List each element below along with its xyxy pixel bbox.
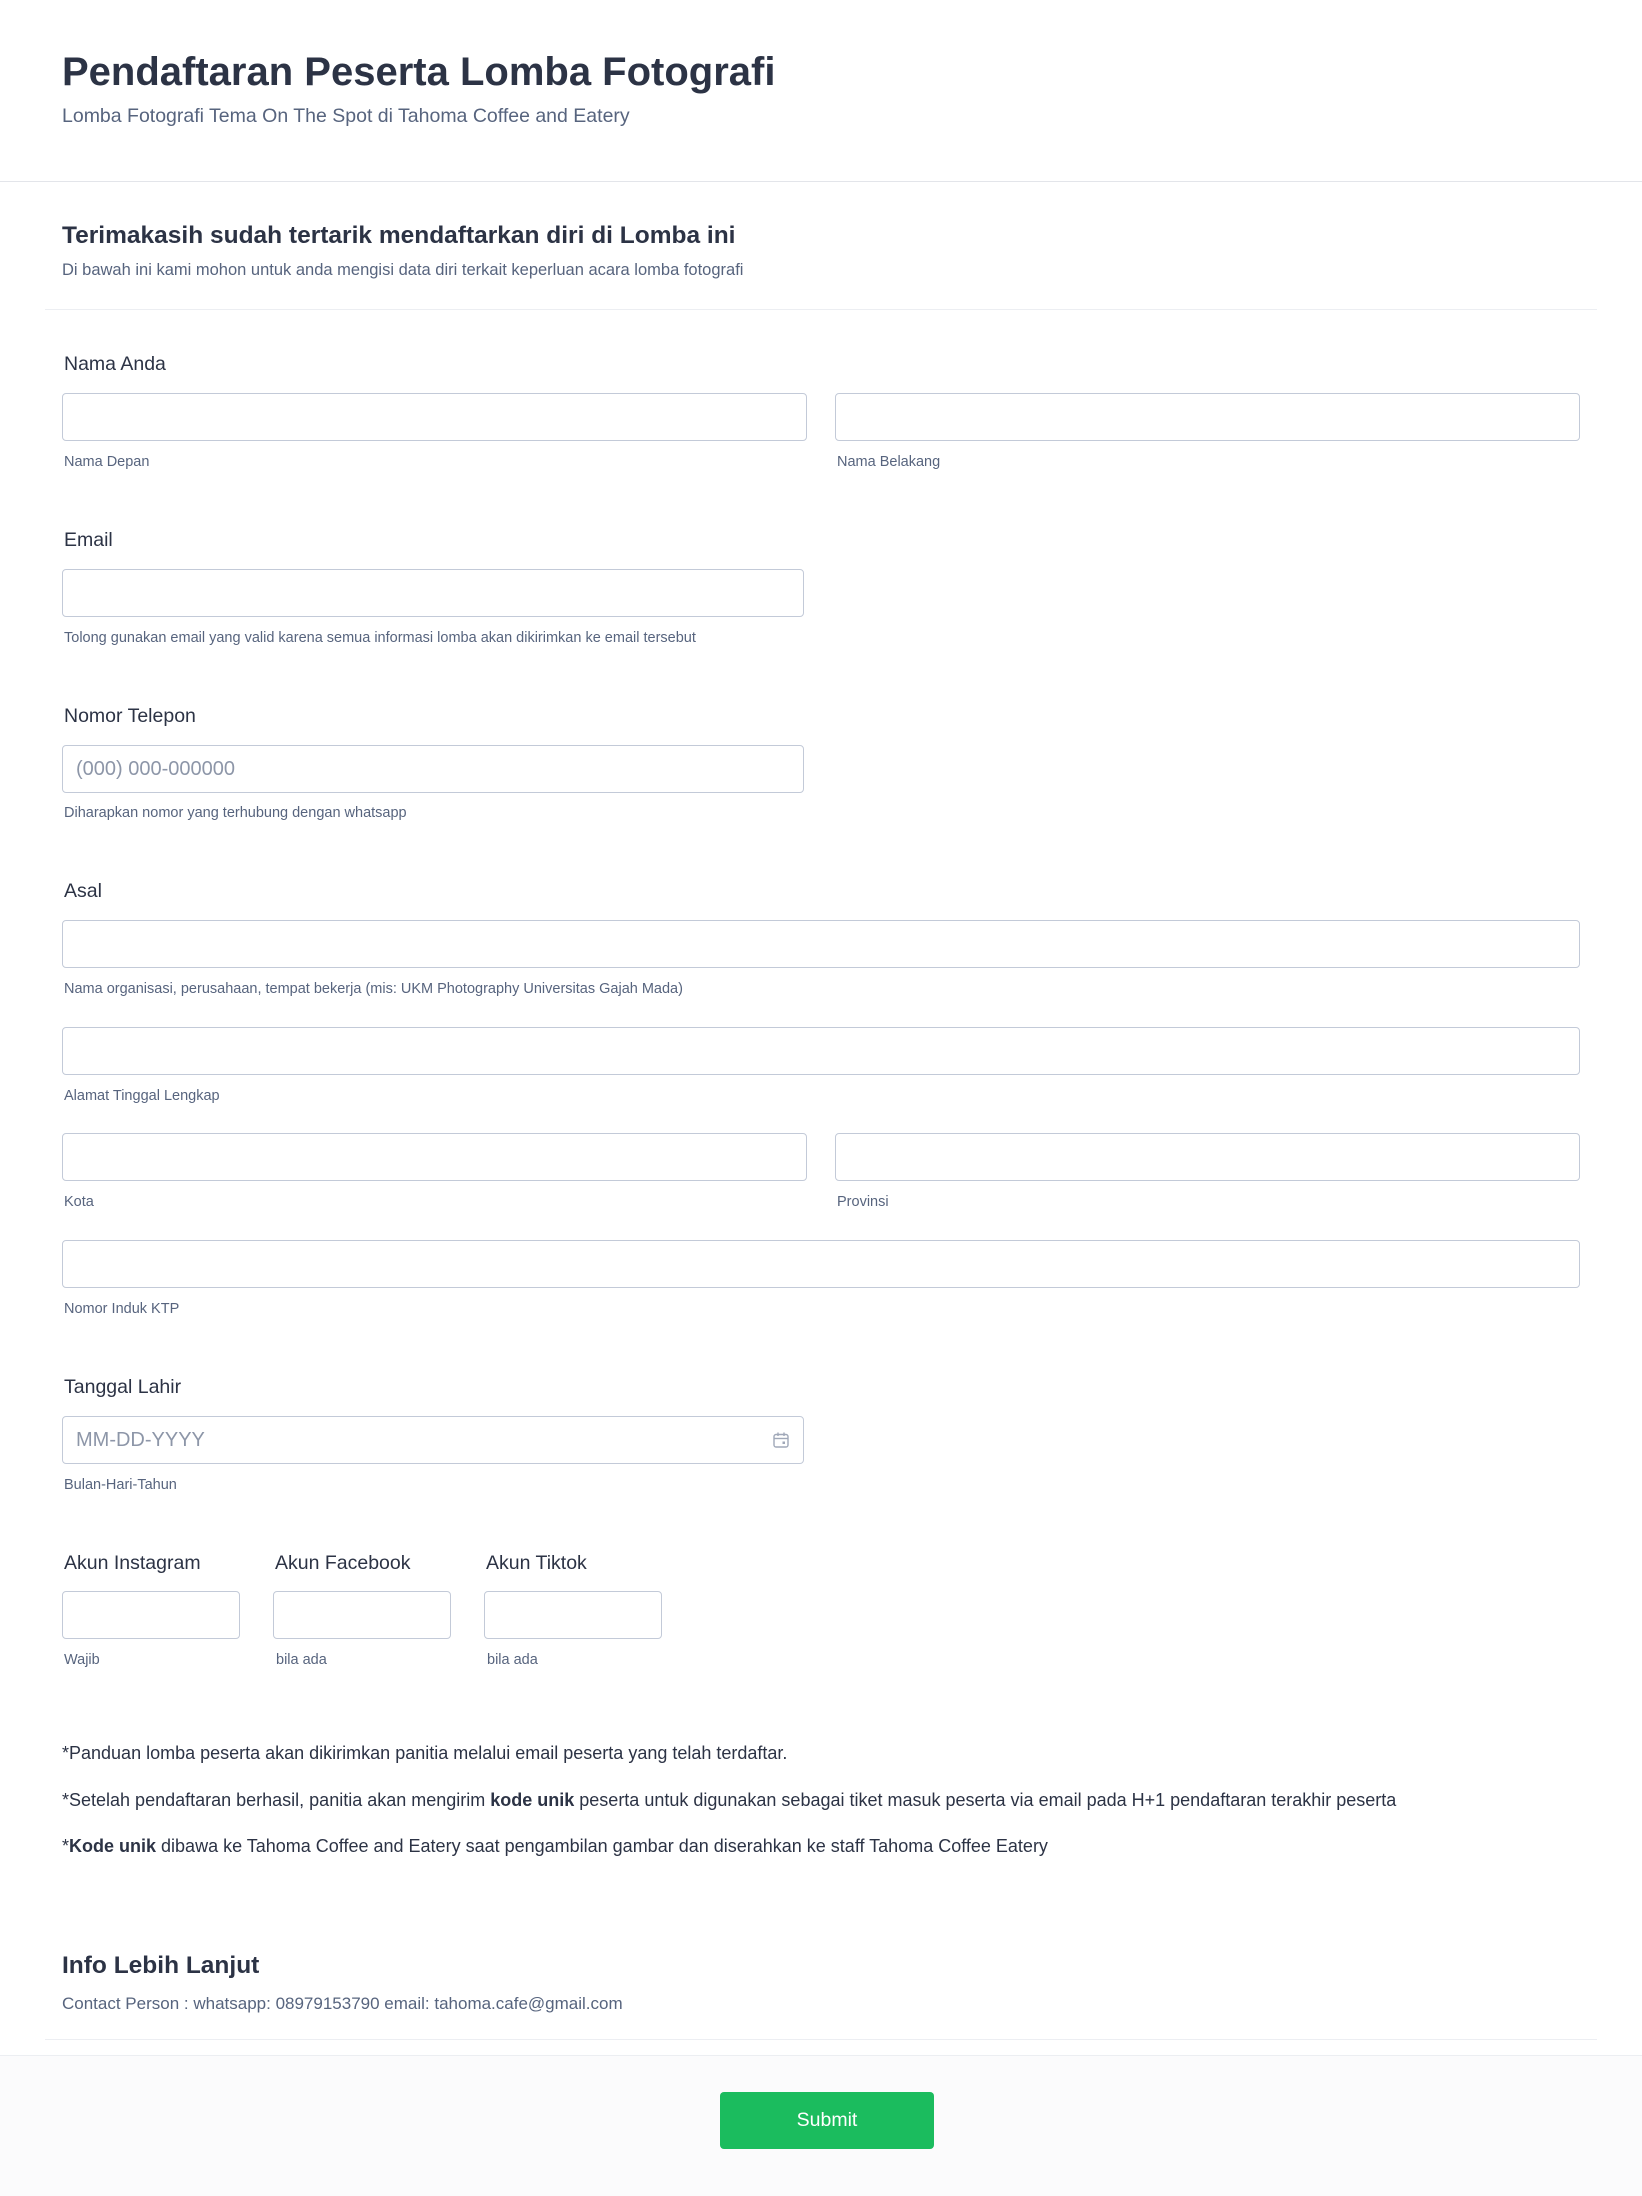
note-bring-code (62, 1836, 1048, 1857)
birthdate-label: Tanggal Lahir (64, 1376, 182, 1398)
tiktok-sublabel: bila ada (487, 1652, 538, 1668)
note2-text-before: *Setelah pendaftaran berhasil, panitia akan mengirim (62, 1790, 491, 1810)
instagram-input[interactable] (62, 1591, 240, 1639)
intro-title: Terimakasih sudah tertarik mendaftarkan diri di Lomba ini (62, 222, 736, 249)
phone-input[interactable] (62, 745, 804, 793)
note2-bold: kode unik (490, 1790, 575, 1810)
note-unique-code (62, 1790, 1396, 1811)
note3-bold: Kode unik (69, 1836, 157, 1856)
intro-section (62, 222, 743, 280)
submit-button[interactable]: Submit (720, 2092, 934, 2149)
origin-label: Asal (64, 880, 102, 902)
city-sublabel: Kota (64, 1194, 94, 1210)
note-guide: *Panduan lomba peserta akan dikirimkan panitia melalui email peserta yang telah terdaftar. (62, 1743, 788, 1763)
info-title: Info Lebih Lanjut (62, 1952, 260, 1979)
email-label: Email (64, 529, 113, 551)
organization-sublabel: Nama organisasi, perusahaan, tempat bekerja (mis: UKM Photography Universitas Gajah Mada) (64, 981, 683, 997)
address-sublabel: Alamat Tinggal Lengkap (64, 1088, 220, 1104)
email-sublabel: Tolong gunakan email yang valid karena semua informasi lomba akan dikirimkan ke email tersebut (64, 630, 696, 646)
tiktok-label: Akun Tiktok (486, 1552, 587, 1574)
form-title: Pendaftaran Peserta Lomba Fotografi (62, 50, 776, 94)
name-label: Nama Anda (64, 353, 166, 375)
info-divider (45, 2039, 1597, 2040)
form-header (0, 0, 1642, 182)
note2-text-after: peserta untuk digunakan sebagai tiket masuk peserta via email pada H+1 pendaftaran terakhir peserta (574, 1790, 1397, 1810)
email-input[interactable] (62, 569, 804, 617)
info-contact: Contact Person : whatsapp: 08979153790 email: tahoma.cafe@gmail.com (62, 1994, 623, 2013)
facebook-sublabel: bila ada (276, 1652, 327, 1668)
facebook-input[interactable] (273, 1591, 451, 1639)
phone-sublabel: Diharapkan nomor yang terhubung dengan whatsapp (64, 805, 407, 821)
city-input[interactable] (62, 1133, 807, 1181)
ktp-sublabel: Nomor Induk KTP (64, 1301, 180, 1317)
organization-input[interactable] (62, 920, 1580, 968)
ktp-input[interactable] (62, 1240, 1580, 1288)
instagram-sublabel: Wajib (64, 1652, 100, 1668)
first-name-sublabel: Nama Depan (64, 454, 150, 470)
phone-label: Nomor Telepon (64, 705, 196, 727)
last-name-sublabel: Nama Belakang (837, 454, 941, 470)
province-sublabel: Provinsi (837, 1194, 889, 1210)
form-footer (0, 2055, 1642, 2196)
calendar-icon[interactable] (772, 1431, 790, 1449)
intro-description: Di bawah ini kami mohon untuk anda mengisi data diri terkait keperluan acara lomba fotografi (62, 261, 744, 279)
birthdate-input[interactable] (62, 1416, 804, 1464)
birthdate-sublabel: Bulan-Hari-Tahun (64, 1477, 177, 1493)
note3-text-after: dibawa ke Tahoma Coffee and Eatery saat pengambilan gambar dan diserahkan ke staff Tahoma Coffee Eatery (156, 1836, 1048, 1856)
address-input[interactable] (62, 1027, 1580, 1075)
instagram-label: Akun Instagram (64, 1552, 201, 1574)
facebook-label: Akun Facebook (275, 1552, 411, 1574)
first-name-input[interactable] (62, 393, 807, 441)
section-divider (45, 309, 1597, 310)
form-subtitle: Lomba Fotografi Tema On The Spot di Tahoma Coffee and Eatery (62, 105, 630, 127)
last-name-input[interactable] (835, 393, 1580, 441)
province-input[interactable] (835, 1133, 1580, 1181)
tiktok-input[interactable] (484, 1591, 662, 1639)
note3-prefix: * (62, 1836, 70, 1856)
